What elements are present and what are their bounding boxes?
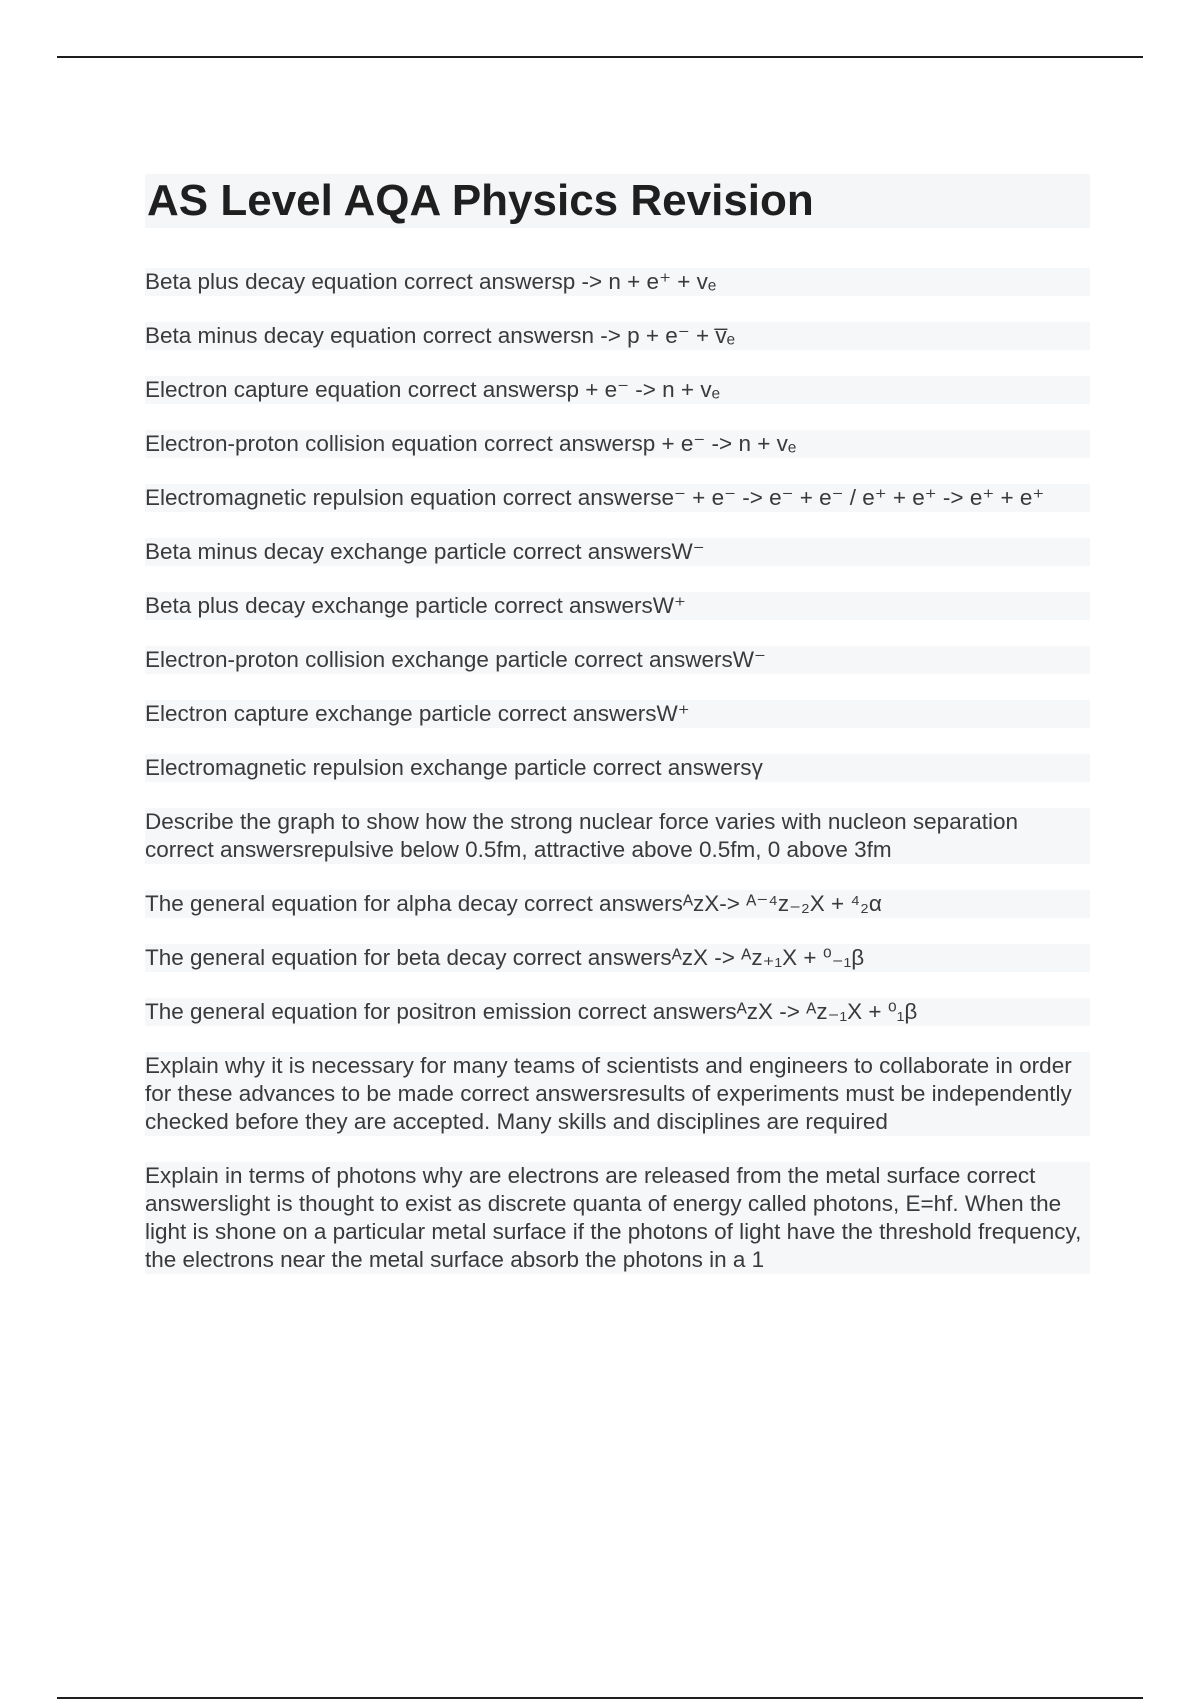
- document-body: [145, 174, 1090, 1274]
- qa-entry: Electron capture equation correct answersp + e⁻ -> n + vₑ: [145, 376, 1090, 404]
- qa-entry: The general equation for beta decay correct answersᴬzX -> ᴬz₊₁X + ⁰₋₁β: [145, 944, 1090, 972]
- qa-entry: Explain in terms of photons why are electrons are released from the metal surface correct answerslight is thought to exist as discrete quanta of energy called photons, E=hf. When the light is shone on a particular metal surface if the photons of light have the threshold frequency, the electrons near the metal surface absorb the photons in a 1: [145, 1162, 1090, 1274]
- document-title: AS Level AQA Physics Revision: [145, 174, 1090, 228]
- qa-entry: Electron-proton collision exchange particle correct answersW⁻: [145, 646, 1090, 674]
- qa-entry: Describe the graph to show how the strong nuclear force varies with nucleon separation correct answersrepulsive below 0.5fm, attractive above 0.5fm, 0 above 3fm: [145, 808, 1090, 864]
- bottom-rule: [57, 1697, 1143, 1699]
- qa-entry: Beta plus decay equation correct answersp -> n + e⁺ + vₑ: [145, 268, 1090, 296]
- qa-entry: Electron capture exchange particle correct answersW⁺: [145, 700, 1090, 728]
- qa-entry: The general equation for alpha decay correct answersᴬzX-> ᴬ⁻⁴z₋₂X + ⁴₂α: [145, 890, 1090, 918]
- qa-entry: The general equation for positron emission correct answersᴬzX -> ᴬz₋₁X + ⁰₁β: [145, 998, 1090, 1026]
- qa-entry: Electron-proton collision equation correct answersp + e⁻ -> n + vₑ: [145, 430, 1090, 458]
- qa-entry: Beta minus decay equation correct answersn -> p + e⁻ + v̅ₑ: [145, 322, 1090, 350]
- qa-entry: Electromagnetic repulsion equation correct answerse⁻ + e⁻ -> e⁻ + e⁻ / e⁺ + e⁺ -> e⁺ + e⁺: [145, 484, 1090, 512]
- qa-entry: Electromagnetic repulsion exchange particle correct answersγ: [145, 754, 1090, 782]
- qa-entry: Explain why it is necessary for many teams of scientists and engineers to collaborate in order for these advances to be made correct answersresults of experiments must be independently checked before they are accepted. Many skills and disciplines are required: [145, 1052, 1090, 1136]
- top-rule: [57, 56, 1143, 58]
- qa-entry: Beta plus decay exchange particle correct answersW⁺: [145, 592, 1090, 620]
- qa-entry: Beta minus decay exchange particle correct answersW⁻: [145, 538, 1090, 566]
